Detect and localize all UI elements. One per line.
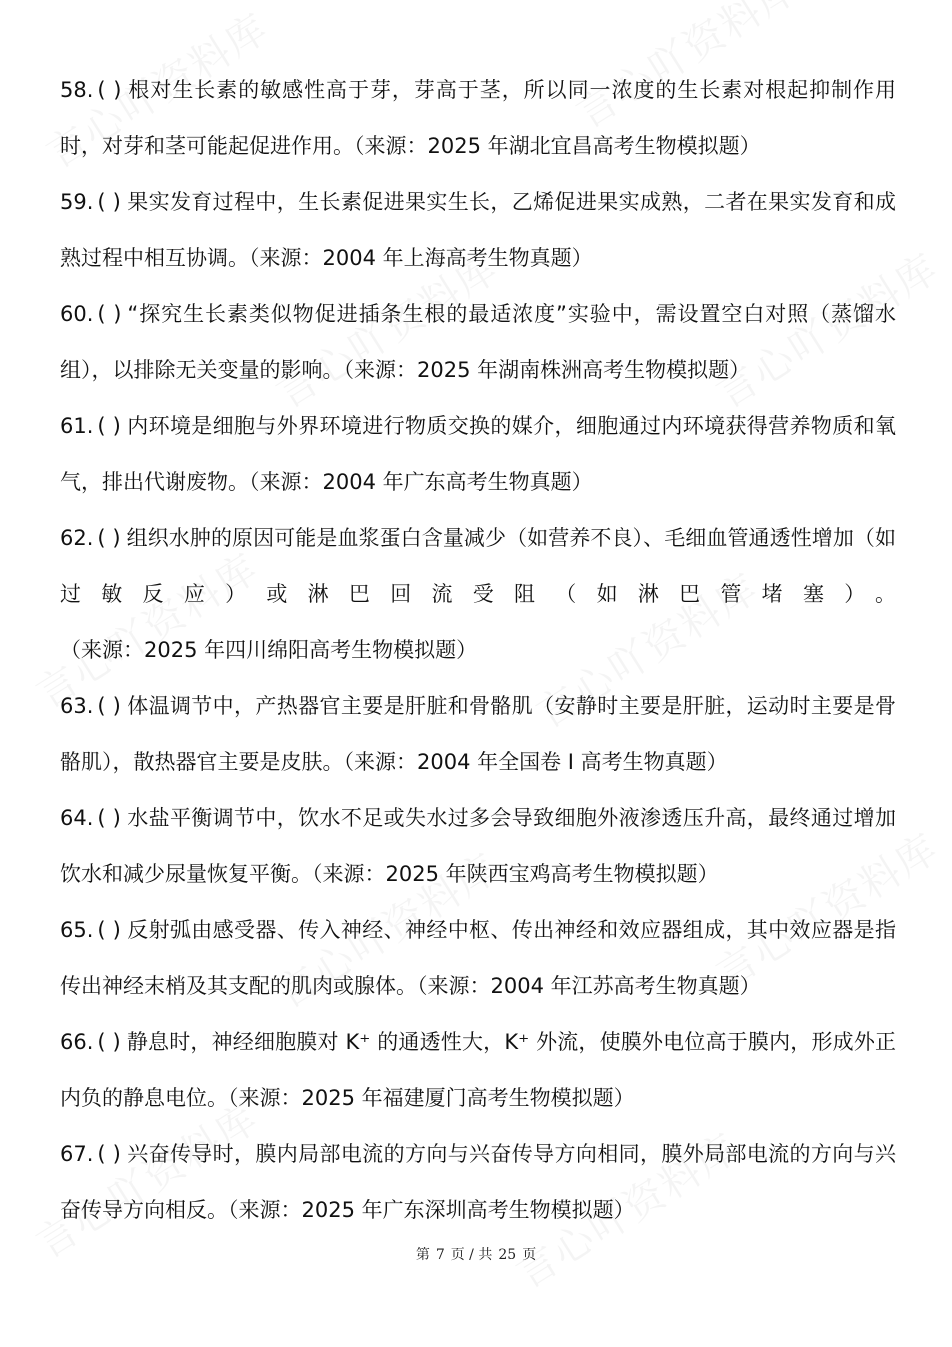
question-number: 62. xyxy=(60,526,94,550)
question-source: （来源：2004 年江苏高考生物真题） xyxy=(417,974,761,998)
question-item-67 xyxy=(60,1126,896,1238)
question-item-61 xyxy=(60,398,896,510)
question-text: 内环境是细胞与外界环境进行物质交换的媒介，细胞通过内环境获得营养物质和氧气，排出代谢废物。 xyxy=(60,414,897,494)
question-text: 水盐平衡调节中，饮水不足或失水过多会导致细胞外液渗透压升高，最终通过增加饮水和减少尿量恢复平衡。 xyxy=(60,806,897,886)
question-number: 60. xyxy=(60,302,94,326)
question-text: “探究生长素类似物促进插条生根的最适浓度”实验中，需设置空白对照（蒸馏水组），以排除无关变量的影响。 xyxy=(60,302,896,382)
total-page-count: 25 xyxy=(498,1247,517,1263)
answer-blank: ( ) xyxy=(97,918,121,942)
question-source: （来源：2025 年陕西宝鸡高考生物模拟题） xyxy=(312,862,719,886)
question-number: 59. xyxy=(60,190,94,214)
answer-blank: ( ) xyxy=(97,806,121,830)
question-number: 61. xyxy=(60,414,94,438)
answer-blank: ( ) xyxy=(97,694,121,718)
answer-blank: ( ) xyxy=(97,302,122,326)
answer-blank: ( ) xyxy=(97,414,121,438)
question-item-62 xyxy=(60,510,896,678)
question-text: 兴奋传导时，膜内局部电流的方向与兴奋传导方向相同，膜外局部电流的方向与兴奋传导方向相反。 xyxy=(60,1142,897,1222)
question-number: 63. xyxy=(60,694,94,718)
question-text: 组织水肿的原因可能是血浆蛋白含量减少（如营养不良）、毛细血管通透性增加（如过敏反应）或淋巴回流受阻（如淋巴管堵塞）。 xyxy=(60,526,897,606)
question-item-58 xyxy=(60,62,896,174)
question-source: （来源：2025 年福建厦门高考生物模拟题） xyxy=(228,1086,635,1110)
question-source: （来源：2025 年湖南株洲高考生物模拟题） xyxy=(343,358,751,382)
question-text: 静息时，神经细胞膜对 K⁺ 的通透性大，K⁺ 外流，使膜外电位高于膜内，形成外正内负的静息电位。 xyxy=(60,1030,897,1110)
question-number: 66. xyxy=(60,1030,94,1054)
question-source: （来源：2004 年上海高考生物真题） xyxy=(249,246,593,270)
question-source: （来源：2025 年广东深圳高考生物模拟题） xyxy=(228,1198,635,1222)
question-item-64 xyxy=(60,790,896,902)
question-number: 58. xyxy=(60,78,94,102)
question-source: （来源：2025 年湖北宜昌高考生物模拟题） xyxy=(354,134,761,158)
answer-blank: ( ) xyxy=(97,78,122,102)
question-text: 根对生长素的敏感性高于芽，芽高于茎，所以同一浓度的生长素对根起抑制作用时，对芽和茎可能起促进作用。 xyxy=(60,78,897,158)
question-number: 67. xyxy=(60,1142,94,1166)
question-text: 反射弧由感受器、传入神经、神经中枢、传出神经和效应器组成，其中效应器是指传出神经末梢及其支配的肌肉或腺体。 xyxy=(60,918,897,998)
question-item-60 xyxy=(60,286,896,398)
question-number: 64. xyxy=(60,806,94,830)
question-source: （来源：2025 年四川绵阳高考生物模拟题） xyxy=(60,638,478,662)
question-item-65 xyxy=(60,902,896,1014)
question-item-59 xyxy=(60,174,896,286)
page-footer xyxy=(0,1244,952,1264)
answer-blank: ( ) xyxy=(97,190,121,214)
footer-suffix: 页 xyxy=(522,1247,537,1263)
question-number: 65. xyxy=(60,918,94,942)
answer-blank: ( ) xyxy=(97,1030,121,1054)
answer-blank: ( ) xyxy=(97,526,121,550)
footer-prefix: 第 xyxy=(415,1247,430,1263)
question-item-63 xyxy=(60,678,896,790)
question-item-66 xyxy=(60,1014,896,1126)
question-list xyxy=(60,62,896,1238)
question-text: 体温调节中，产热器官主要是肝脏和骨骼肌（安静时主要是肝脏，运动时主要是骨骼肌），散热器官主要是皮肤。 xyxy=(60,694,897,774)
question-text: 果实发育过程中，生长素促进果实生长，乙烯促进果实成熟，二者在果实发育和成熟过程中相互协调。 xyxy=(60,190,897,270)
question-source: （来源：2004 年广东高考生物真题） xyxy=(249,470,593,494)
answer-blank: ( ) xyxy=(97,1142,121,1166)
current-page-number: 7 xyxy=(435,1247,445,1263)
question-source: （来源：2004 年全国卷 Ⅰ 高考生物真题） xyxy=(343,750,728,774)
footer-mid: 页 / 共 xyxy=(450,1247,493,1263)
